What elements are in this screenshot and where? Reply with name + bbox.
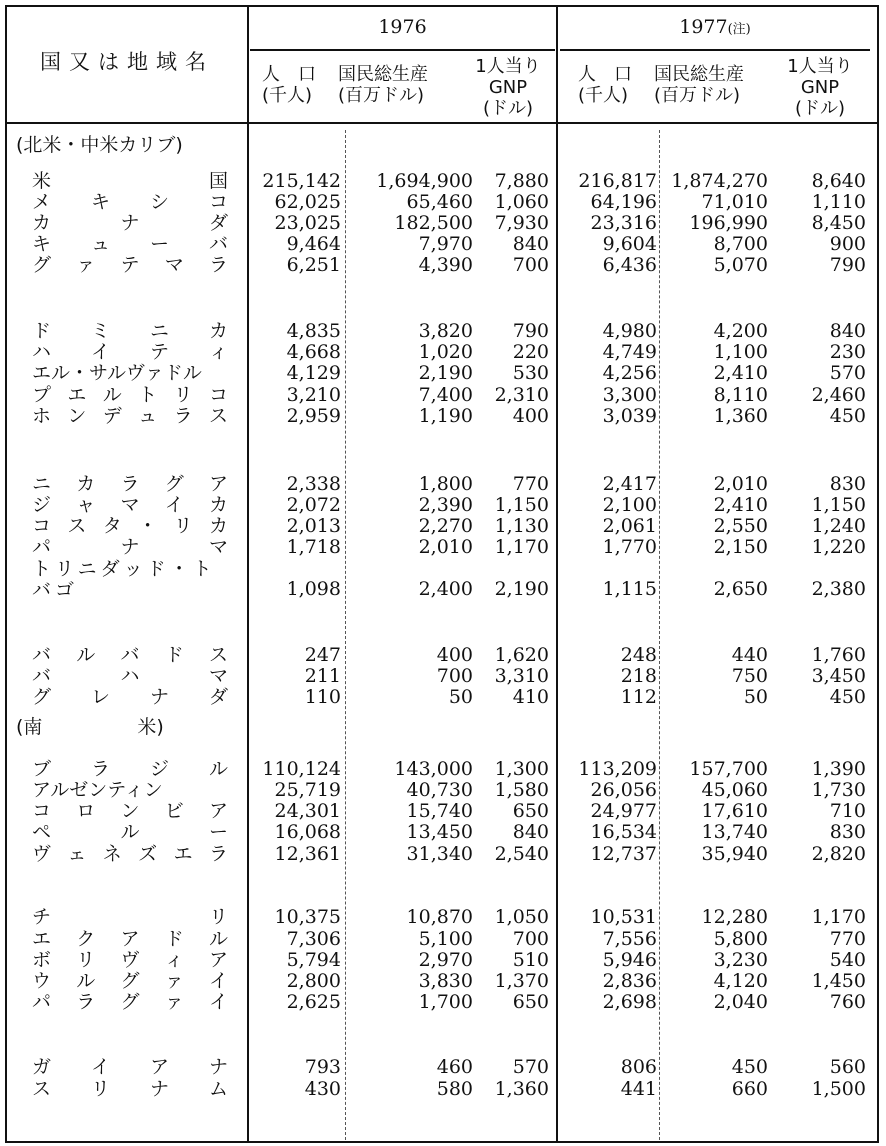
region-name: ジ ャ マ イ カ (32, 494, 228, 516)
header-bottom-rule (5, 122, 879, 124)
value-pop76: 25,719 (274, 779, 341, 801)
value-gnp77: 45,060 (701, 779, 768, 801)
value-pc77: 1,450 (811, 970, 866, 992)
value-pc76: 570 (512, 1056, 549, 1078)
value-pop76: 110,124 (262, 758, 341, 780)
value-gnp76: 2,400 (418, 578, 473, 600)
value-pc76: 1,360 (494, 1078, 549, 1100)
value-pc77: 2,460 (811, 384, 866, 406)
value-pc77: 450 (829, 686, 866, 708)
value-pc77: 1,240 (811, 515, 866, 537)
per-capita-header-line3: (ドル) (482, 98, 534, 119)
value-pop77: 806 (620, 1056, 657, 1078)
gnp-header-line2: (百万ドル) (338, 85, 425, 106)
value-gnp76: 2,970 (418, 949, 473, 971)
region-name: ホ ン デ ュ ラ ス (32, 405, 228, 427)
dotted-divider-1976 (345, 130, 346, 1140)
value-pc77: 3,450 (811, 665, 866, 687)
value-pop77: 5,946 (602, 949, 657, 971)
value-pc76: 7,880 (494, 170, 549, 192)
value-gnp76: 1,020 (418, 341, 473, 363)
population-header-line2: (千人) (578, 85, 629, 106)
year-underline-1976 (250, 49, 555, 51)
value-gnp76: 3,820 (418, 320, 473, 342)
per-capita-header-1976 (466, 56, 550, 119)
value-gnp77: 71,010 (701, 191, 768, 213)
population-header-line2: (千人) (262, 85, 313, 106)
value-pop77: 24,977 (590, 800, 657, 822)
value-pop77: 112 (620, 686, 657, 708)
value-pc77: 840 (829, 320, 866, 342)
value-pc76: 530 (512, 362, 549, 384)
value-pop76: 7,306 (286, 928, 341, 950)
value-gnp76: 2,010 (418, 536, 473, 558)
value-pop76: 2,072 (286, 494, 341, 516)
value-pop76: 430 (304, 1078, 341, 1100)
value-pc76: 3,310 (494, 665, 549, 687)
year-1977-header (560, 18, 870, 37)
region-name: ヴ ェ ネ ズ エ ラ (32, 843, 228, 865)
value-pop77: 3,039 (602, 405, 657, 427)
value-gnp77: 5,800 (713, 928, 768, 950)
value-gnp77: 2,410 (713, 362, 768, 384)
value-pop76: 2,338 (286, 473, 341, 495)
value-gnp77: 17,610 (701, 800, 768, 822)
value-gnp76: 2,270 (418, 515, 473, 537)
value-pc77: 8,450 (811, 212, 866, 234)
region-column-header: 国又は地域名 (40, 50, 214, 74)
value-pc76: 2,310 (494, 384, 549, 406)
per-capita-header-line1: 1人当り (475, 56, 541, 77)
value-pop77: 7,556 (602, 928, 657, 950)
value-pop77: 441 (620, 1078, 657, 1100)
value-pop77: 248 (620, 644, 657, 666)
value-pc76: 1,620 (494, 644, 549, 666)
value-gnp77: 8,700 (713, 233, 768, 255)
value-gnp77: 3,230 (713, 949, 768, 971)
value-pc77: 1,110 (811, 191, 866, 213)
value-pc76: 1,170 (494, 536, 549, 558)
value-pop76: 5,794 (286, 949, 341, 971)
table-top-border (5, 5, 879, 7)
region-name: グ ァ テ マ ラ (32, 254, 228, 276)
value-gnp76: 50 (448, 686, 473, 708)
value-gnp77: 1,874,270 (671, 170, 768, 192)
value-pc77: 1,760 (811, 644, 866, 666)
per-capita-header-1977 (778, 56, 862, 119)
value-gnp76: 10,870 (406, 906, 473, 928)
value-gnp76: 4,390 (418, 254, 473, 276)
year-1976-header: 1976 (378, 16, 427, 38)
value-pop77: 2,417 (602, 473, 657, 495)
value-pc77: 450 (829, 405, 866, 427)
value-gnp77: 5,070 (713, 254, 768, 276)
value-pop76: 2,959 (286, 405, 341, 427)
region-name: チ リ (32, 906, 228, 928)
value-pc77: 770 (829, 928, 866, 950)
value-pop76: 23,025 (274, 212, 341, 234)
value-gnp77: 2,040 (713, 991, 768, 1013)
value-gnp76: 1,800 (418, 473, 473, 495)
value-pc76: 790 (512, 320, 549, 342)
value-gnp77: 4,120 (713, 970, 768, 992)
value-gnp77: 2,150 (713, 536, 768, 558)
region-name: ペ ル ー (32, 821, 228, 843)
value-pop76: 2,013 (286, 515, 341, 537)
value-pc77: 540 (829, 949, 866, 971)
value-gnp77: 50 (743, 686, 768, 708)
per-capita-header-line2: GNP (800, 77, 840, 98)
value-pop76: 16,068 (274, 821, 341, 843)
value-pc76: 1,130 (494, 515, 549, 537)
value-pc76: 650 (512, 991, 549, 1013)
value-gnp77: 660 (731, 1078, 768, 1100)
region-name: プ エ ル ト リ コ (32, 384, 228, 406)
value-pc76: 650 (512, 800, 549, 822)
region-column-divider (247, 5, 249, 1143)
value-gnp76: 143,000 (394, 758, 473, 780)
value-pop77: 4,749 (602, 341, 657, 363)
value-pop77: 2,698 (602, 991, 657, 1013)
section-label: (南 米) (16, 716, 164, 738)
value-pop76: 793 (304, 1056, 341, 1078)
value-gnp76: 1,694,900 (376, 170, 473, 192)
value-pc77: 8,640 (811, 170, 866, 192)
value-gnp77: 13,740 (701, 821, 768, 843)
value-pc76: 1,300 (494, 758, 549, 780)
value-gnp76: 5,100 (418, 928, 473, 950)
gnp-header-1976 (338, 64, 428, 106)
value-pc76: 700 (512, 254, 549, 276)
value-gnp77: 750 (731, 665, 768, 687)
value-gnp77: 12,280 (701, 906, 768, 928)
value-gnp76: 2,190 (418, 362, 473, 384)
value-pc77: 2,820 (811, 843, 866, 865)
value-gnp76: 700 (436, 665, 473, 687)
value-pop77: 2,061 (602, 515, 657, 537)
value-pc76: 2,540 (494, 843, 549, 865)
population-header-line1: 人 口 (578, 64, 632, 85)
value-gnp76: 1,700 (418, 991, 473, 1013)
value-gnp77: 2,550 (713, 515, 768, 537)
region-name: ブ ラ ジ ル (32, 758, 228, 780)
value-pc77: 830 (829, 821, 866, 843)
value-pop77: 113,209 (578, 758, 657, 780)
value-gnp76: 400 (436, 644, 473, 666)
region-name: パ ラ グ ァ イ (32, 991, 228, 1013)
value-pc77: 900 (829, 233, 866, 255)
population-header-1976 (262, 64, 316, 106)
value-pop76: 6,251 (286, 254, 341, 276)
value-pop76: 215,142 (262, 170, 341, 192)
value-pc76: 7,930 (494, 212, 549, 234)
table-right-border (877, 5, 879, 1143)
value-pop76: 4,668 (286, 341, 341, 363)
value-pc77: 1,390 (811, 758, 866, 780)
value-pc76: 700 (512, 928, 549, 950)
value-pc77: 2,380 (811, 578, 866, 600)
value-pop76: 211 (304, 665, 341, 687)
value-pc76: 510 (512, 949, 549, 971)
value-gnp77: 157,700 (689, 758, 768, 780)
value-pop77: 6,436 (602, 254, 657, 276)
value-gnp77: 8,110 (713, 384, 768, 406)
year-1977-label: 1977 (679, 16, 728, 38)
value-pop76: 12,361 (274, 843, 341, 865)
value-gnp76: 2,390 (418, 494, 473, 516)
value-gnp77: 1,100 (713, 341, 768, 363)
value-gnp76: 7,400 (418, 384, 473, 406)
value-pc77: 560 (829, 1056, 866, 1078)
gnp-header-line1: 国民総生産 (654, 64, 744, 85)
value-pc77: 1,170 (811, 906, 866, 928)
gnp-header-line1: 国民総生産 (338, 64, 428, 85)
per-capita-header-line1: 1人当り (787, 56, 853, 77)
table-left-border (5, 5, 7, 1143)
value-gnp76: 15,740 (406, 800, 473, 822)
value-pc76: 1,060 (494, 191, 549, 213)
value-pc77: 830 (829, 473, 866, 495)
gnp-header-line2: (百万ドル) (654, 85, 741, 106)
region-name: ニ カ ラ グ ア (32, 473, 228, 495)
value-pop76: 247 (304, 644, 341, 666)
region-name: 米 国 (32, 170, 228, 192)
value-gnp77: 35,940 (701, 843, 768, 865)
value-pop77: 3,300 (602, 384, 657, 406)
value-pop77: 1,115 (602, 578, 657, 600)
value-pc76: 220 (512, 341, 549, 363)
value-pop76: 62,025 (274, 191, 341, 213)
value-pc77: 1,500 (811, 1078, 866, 1100)
value-pop76: 24,301 (274, 800, 341, 822)
value-gnp76: 13,450 (406, 821, 473, 843)
region-name: コ ス タ ・ リ カ (32, 515, 228, 537)
value-gnp76: 40,730 (406, 779, 473, 801)
value-gnp76: 580 (436, 1078, 473, 1100)
value-pop77: 64,196 (590, 191, 657, 213)
value-gnp76: 3,830 (418, 970, 473, 992)
value-pc77: 760 (829, 991, 866, 1013)
value-pop76: 2,625 (286, 991, 341, 1013)
region-name: アルゼンティン (32, 779, 163, 801)
value-pop77: 1,770 (602, 536, 657, 558)
region-name: ド ミ ニ カ (32, 320, 228, 342)
value-pop76: 3,210 (286, 384, 341, 406)
dotted-divider-1977 (659, 130, 660, 1140)
value-pc76: 410 (512, 686, 549, 708)
region-name: エル・サルヴァドル (32, 362, 202, 384)
value-pop77: 26,056 (590, 779, 657, 801)
value-pop76: 110 (304, 686, 341, 708)
value-pc76: 1,150 (494, 494, 549, 516)
section-label: (北米・中米カリブ) (16, 134, 183, 156)
year-underline-1977 (560, 49, 870, 51)
value-pop76: 4,835 (286, 320, 341, 342)
value-pop76: 1,098 (286, 578, 341, 600)
value-pc77: 710 (829, 800, 866, 822)
value-pop77: 16,534 (590, 821, 657, 843)
value-gnp77: 2,010 (713, 473, 768, 495)
value-pc76: 1,370 (494, 970, 549, 992)
year-column-divider (556, 5, 558, 1143)
value-pop76: 10,375 (274, 906, 341, 928)
region-name: メ キ シ コ (32, 191, 228, 213)
value-gnp76: 460 (436, 1056, 473, 1078)
region-name: ガ イ ア ナ (32, 1056, 228, 1078)
region-name: コ ロ ン ビ ア (32, 800, 228, 822)
value-gnp77: 4,200 (713, 320, 768, 342)
value-gnp77: 2,410 (713, 494, 768, 516)
value-pop76: 4,129 (286, 362, 341, 384)
value-pop77: 9,604 (602, 233, 657, 255)
region-name: キ ュ ー バ (32, 233, 228, 255)
value-gnp77: 450 (731, 1056, 768, 1078)
value-pc77: 570 (829, 362, 866, 384)
value-pc76: 770 (512, 473, 549, 495)
value-gnp77: 196,990 (689, 212, 768, 234)
value-pop77: 216,817 (578, 170, 657, 192)
value-pc77: 1,730 (811, 779, 866, 801)
value-gnp76: 65,460 (406, 191, 473, 213)
value-pc76: 1,580 (494, 779, 549, 801)
value-pop77: 10,531 (590, 906, 657, 928)
per-capita-header-line3: (ドル) (794, 98, 846, 119)
value-pop77: 2,100 (602, 494, 657, 516)
value-pc76: 840 (512, 821, 549, 843)
population-header-line1: 人 口 (262, 64, 316, 85)
year-1977-note: (注) (727, 22, 751, 37)
value-pop77: 218 (620, 665, 657, 687)
value-pc76: 840 (512, 233, 549, 255)
value-gnp76: 182,500 (394, 212, 473, 234)
region-name: トリニダッド・トバゴ (32, 558, 216, 601)
region-name: ス リ ナ ム (32, 1078, 228, 1100)
region-name: パ ナ マ (32, 536, 228, 558)
value-pc76: 1,050 (494, 906, 549, 928)
region-name: グ レ ナ ダ (32, 686, 228, 708)
region-name: ボ リ ヴ ィ ア (32, 949, 228, 971)
value-gnp77: 440 (731, 644, 768, 666)
value-gnp77: 2,650 (713, 578, 768, 600)
value-pop77: 12,737 (590, 843, 657, 865)
value-pop77: 4,980 (602, 320, 657, 342)
value-pc76: 400 (512, 405, 549, 427)
value-pop76: 9,464 (286, 233, 341, 255)
value-pop76: 2,800 (286, 970, 341, 992)
value-pc77: 790 (829, 254, 866, 276)
gnp-header-1977 (654, 64, 744, 106)
value-pc77: 1,220 (811, 536, 866, 558)
value-gnp76: 31,340 (406, 843, 473, 865)
region-name: カ ナ ダ (32, 212, 228, 234)
value-gnp77: 1,360 (713, 405, 768, 427)
per-capita-header-line2: GNP (488, 77, 528, 98)
value-pc77: 1,150 (811, 494, 866, 516)
value-pop76: 1,718 (286, 536, 341, 558)
value-gnp76: 1,190 (418, 405, 473, 427)
population-header-1977 (578, 64, 632, 106)
value-pop77: 23,316 (590, 212, 657, 234)
value-pop77: 4,256 (602, 362, 657, 384)
region-name: バ ハ マ (32, 665, 228, 687)
value-gnp76: 7,970 (418, 233, 473, 255)
value-pop77: 2,836 (602, 970, 657, 992)
region-name: ハ イ テ ィ (32, 341, 228, 363)
region-name: エ ク ア ド ル (32, 928, 228, 950)
region-name: バ ル バ ド ス (32, 644, 228, 666)
region-name: ウ ル グ ァ イ (32, 970, 228, 992)
value-pc76: 2,190 (494, 578, 549, 600)
table-bottom-border (5, 1141, 879, 1143)
value-pc77: 230 (829, 341, 866, 363)
